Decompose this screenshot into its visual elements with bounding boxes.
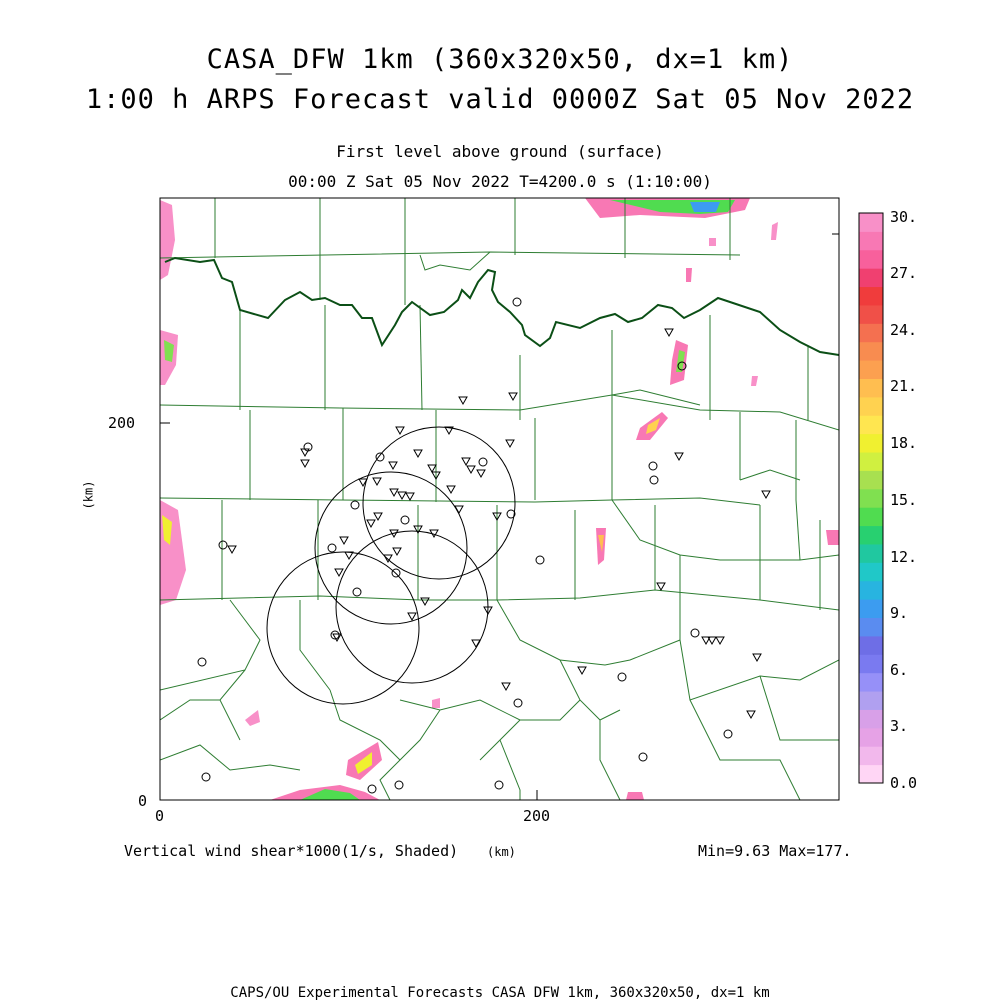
colorbar-segment (859, 305, 883, 324)
colorbar-segment (859, 581, 883, 600)
colorbar-segment (859, 397, 883, 416)
subtitle-time: 00:00 Z Sat 05 Nov 2022 T=4200.0 s (1:10:00) (288, 172, 712, 191)
subtitle-level: First level above ground (surface) (336, 142, 664, 161)
colorbar-label: 15. (890, 491, 918, 509)
colorbar-segment (859, 287, 883, 306)
min-max-readout: Min=9.63 Max=177. (698, 842, 852, 860)
title-line-1: CASA_DFW 1km (360x320x50, dx=1 km) (206, 44, 794, 75)
colorbar-segment (859, 452, 883, 471)
colorbar-segment (859, 599, 883, 618)
colorbar-label: 12. (890, 548, 918, 566)
y-tick-0: 0 (138, 792, 148, 810)
colorbar (859, 213, 883, 784)
colorbar-label: 9. (890, 604, 909, 622)
colorbar-label: 6. (890, 661, 909, 679)
colorbar-segment (859, 654, 883, 673)
colorbar-label: 30. (890, 208, 918, 226)
colorbar-segment (859, 765, 883, 784)
colorbar-segment (859, 636, 883, 655)
y-axis-unit: (km) (81, 480, 96, 510)
colorbar-segment (859, 709, 883, 728)
colorbar-segment (859, 268, 883, 287)
colorbar-segment (859, 415, 883, 434)
x-axis-unit: (km) (487, 845, 516, 859)
colorbar-segment (859, 360, 883, 379)
title-line-2: 1:00 h ARPS Forecast valid 0000Z Sat 05 Nov 2022 (85, 84, 915, 115)
colorbar-segment (859, 213, 883, 232)
colorbar-label: 18. (890, 434, 918, 452)
colorbar-label: 21. (890, 377, 918, 395)
colorbar-label: 24. (890, 321, 918, 339)
field-label: Vertical wind shear*1000(1/s, Shaded) (124, 842, 459, 860)
colorbar-segment (859, 434, 883, 453)
colorbar-segment (859, 489, 883, 508)
colorbar-segment (859, 250, 883, 269)
colorbar-segment (859, 342, 883, 361)
colorbar-segment (859, 728, 883, 747)
colorbar-segment (859, 544, 883, 563)
colorbar-segment (859, 618, 883, 637)
footer-caption: CAPS/OU Experimental Forecasts CASA DFW 1km, 360x320x50, dx=1 km (230, 985, 770, 1001)
colorbar-segment (859, 323, 883, 342)
x-tick-0: 0 (155, 807, 165, 825)
colorbar-label: 3. (890, 717, 909, 735)
colorbar-segment (859, 231, 883, 250)
colorbar-segment (859, 470, 883, 489)
colorbar-segment (859, 562, 883, 581)
colorbar-segment (859, 691, 883, 710)
colorbar-label: 27. (890, 264, 918, 282)
y-tick-200: 200 (108, 414, 136, 432)
colorbar-segment (859, 526, 883, 545)
colorbar-segment (859, 507, 883, 526)
colorbar-segment (859, 378, 883, 397)
colorbar-segment (859, 673, 883, 692)
x-tick-200: 200 (523, 807, 551, 825)
colorbar-label: 0.0 (890, 774, 918, 792)
colorbar-segment (859, 746, 883, 765)
